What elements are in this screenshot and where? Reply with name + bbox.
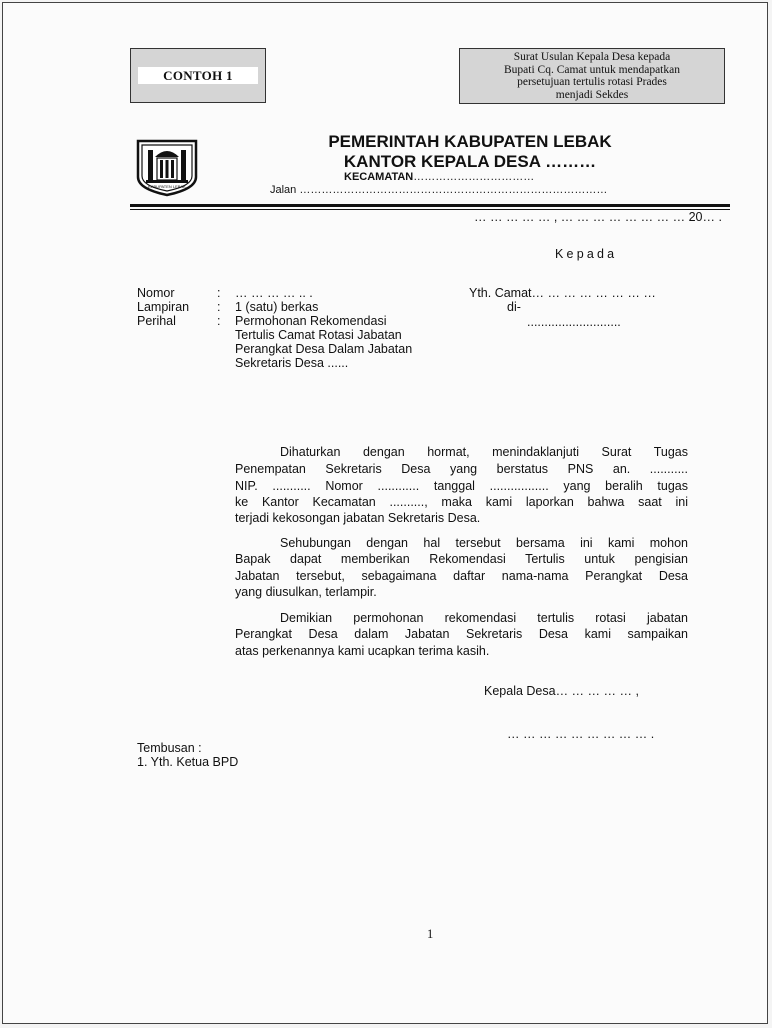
subdistrict-label: KECAMATAN bbox=[344, 171, 414, 183]
address-line: Jalan ………………………………………………………………………… bbox=[270, 184, 608, 196]
example-tag-label: CONTOH 1 bbox=[138, 67, 258, 84]
addressee-di: di- bbox=[507, 300, 521, 314]
tembusan-item: 1. Yth. Ketua BPD bbox=[137, 755, 239, 769]
lampiran-value: 1 (satu) berkas bbox=[235, 300, 319, 314]
addressee-line: Yth. Camat… … … … … … … … bbox=[469, 286, 656, 300]
perihal-line: Permohonan Rekomendasi bbox=[235, 314, 387, 328]
note-line: persetujuan tertulis rotasi Prades bbox=[517, 76, 667, 88]
note-line: menjadi Sekdes bbox=[555, 88, 629, 101]
perihal-line: Sekretaris Desa ...... bbox=[235, 356, 349, 370]
paragraph-1-line: NIP. ........... Nomor ............ tanggal ................. yang beralih tugas bbox=[235, 479, 688, 493]
kepada-label: Kepada bbox=[555, 247, 618, 261]
note-line: Surat Usulan Kepala Desa kepada bbox=[513, 51, 671, 63]
paragraph-2-line: Bapak dapat memberikan Rekomendasi Tertulis untuk pengisian bbox=[235, 552, 688, 566]
signature-name: … … … … … … … … … . bbox=[507, 727, 655, 741]
paragraph-1-line: terjadi kekosongan jabatan Sekretaris Desa. bbox=[235, 511, 481, 525]
perihal-colon: : bbox=[217, 314, 221, 328]
nomor-label: Nomor bbox=[137, 286, 175, 300]
example-tag-box bbox=[130, 48, 266, 103]
nomor-colon: : bbox=[217, 286, 221, 300]
perihal-line: Tertulis Camat Rotasi Jabatan bbox=[235, 328, 402, 342]
note-box bbox=[459, 48, 725, 104]
paragraph-2-line: yang diusulkan, terlampir. bbox=[235, 585, 377, 599]
tembusan-label: Tembusan : bbox=[137, 741, 202, 755]
paragraph-1-line: Penempatan Sekretaris Desa yang berstatus PNS an. ........... bbox=[235, 462, 688, 476]
signature-title: Kepala Desa… … … … … , bbox=[484, 684, 639, 698]
office-title: KANTOR KEPALA DESA ……… bbox=[343, 152, 597, 171]
government-title: PEMERINTAH KABUPATEN LEBAK bbox=[328, 132, 612, 151]
paragraph-3-line: Perangkat Desa dalam Jabatan Sekretaris Desa kami sampaikan bbox=[235, 627, 688, 641]
subdistrict-line bbox=[344, 171, 534, 183]
subdistrict-dots: …………………………… bbox=[413, 171, 535, 183]
paragraph-1-line: ke Kantor Kecamatan .........., maka kami laporkan bahwa saat ini bbox=[235, 495, 688, 509]
nomor-value: … … … … .. . bbox=[235, 286, 313, 300]
letter-date: … … … … … , … … … … … … … … 20… . bbox=[474, 210, 722, 224]
addressee-place: ........................... bbox=[527, 315, 621, 329]
perihal-line: Perangkat Desa Dalam Jabatan bbox=[235, 342, 413, 356]
emblem-caption: KABUPATEN LEBAK bbox=[148, 184, 186, 189]
regency-emblem-icon bbox=[134, 137, 200, 197]
paragraph-2-line: Jabatan tersebut, sebagaimana daftar nama-nama Perangkat Desa bbox=[235, 569, 688, 583]
lampiran-colon: : bbox=[217, 300, 221, 314]
page-number: 1 bbox=[427, 927, 434, 941]
paragraph-2-line: Sehubungan dengan hal tersebut bersama ini kami mohon bbox=[280, 536, 688, 550]
note-line: Bupati Cq. Camat untuk mendapatkan bbox=[504, 63, 680, 76]
paragraph-3-line: Demikian permohonan rekomendasi tertulis rotasi jabatan bbox=[280, 611, 688, 625]
perihal-label: Perihal bbox=[137, 314, 176, 328]
lampiran-label: Lampiran bbox=[137, 300, 190, 314]
header-rule-thick bbox=[130, 204, 730, 207]
paragraph-1-line: Dihaturkan dengan hormat, menindaklanjuti Surat Tugas bbox=[280, 445, 688, 459]
paragraph-3-line: atas perkenannya kami ucapkan terima kasih. bbox=[235, 644, 490, 658]
